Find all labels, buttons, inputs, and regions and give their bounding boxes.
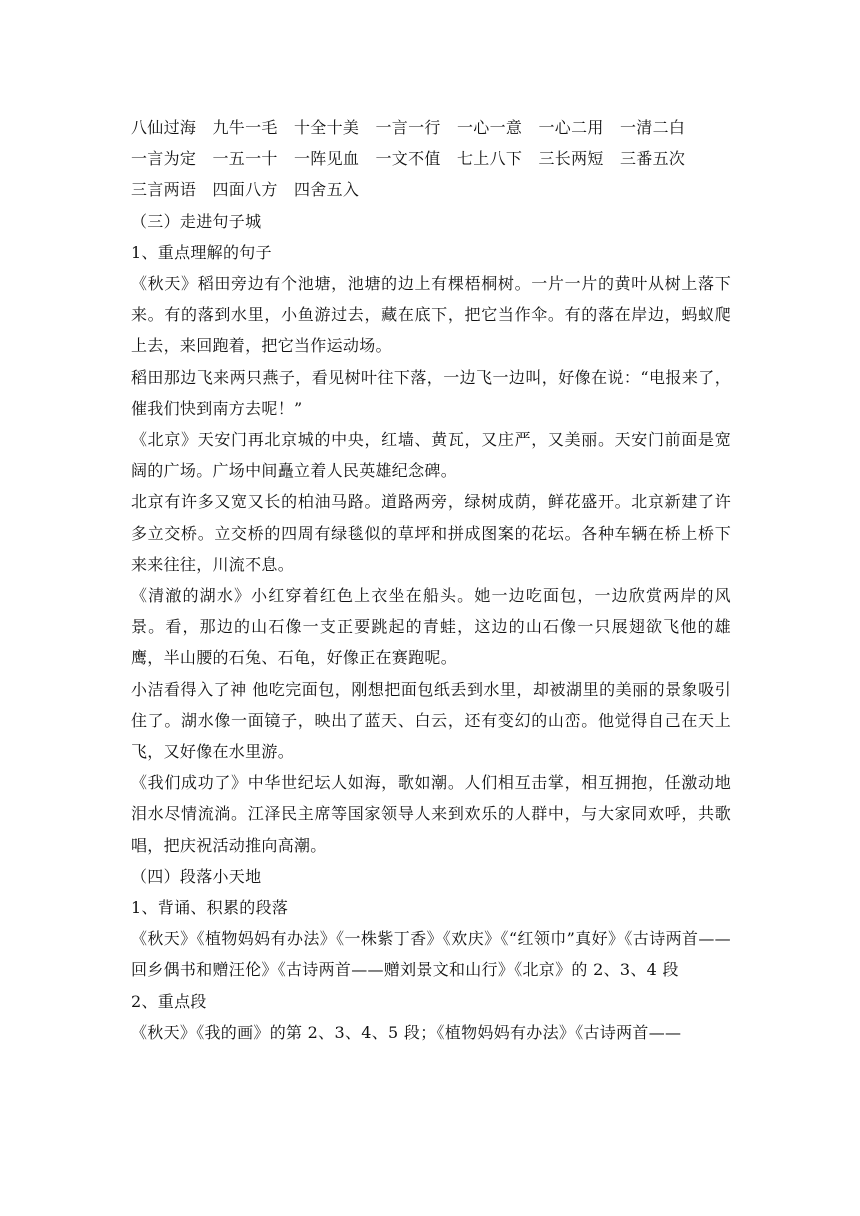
section-heading: （四）段落小天地 [131, 866, 262, 886]
document-body [131, 112, 731, 1048]
subsection-heading: 2、重点段 [131, 991, 207, 1011]
section-heading: （三）走进句子城 [131, 211, 262, 231]
sentence-paragraph: 《北京》天安门再北京城的中央，红墙、黄瓦，又庄严，又美丽。天安门前面是宽阔的广场。广场中间矗立着人民英雄纪念碑。 [131, 430, 731, 481]
idiom-line: 八仙过海 九牛一毛 十全十美 一言一行 一心一意 一心二用 一清二白 [131, 118, 686, 137]
sentence-paragraph: 《我们成功了》中华世纪坛人如海，歌如潮。人们相互击掌，相互拥抱，任激动地泪水尽情流淌。江泽民主席等国家领导人来到欢乐的人群中，与大家同欢呼，共歌唱，把庆祝活动推向高潮。 [131, 773, 731, 855]
sentence-paragraph: 北京有许多又宽又长的柏油马路。道路两旁，绿树成荫，鲜花盛开。北京新建了许多立交桥。立交桥的四周有绿毯似的草坪和拼成图案的花坛。各种车辆在桥上桥下来来往往，川流不息。 [131, 492, 731, 574]
subsection-heading: 1、重点理解的句子 [131, 242, 272, 262]
idiom-line: 三言两语 四面八方 四舍五入 [131, 180, 360, 200]
sentence-paragraph: 《秋天》稻田旁边有个池塘，池塘的边上有棵梧桐树。一片一片的黄叶从树上落下来。有的落到水里，小鱼游过去，藏在底下，把它当作伞。有的落在岸边，蚂蚁爬上去，来回跑着，把它当作运动场。 [131, 274, 731, 356]
recitation-paragraph-list: 《秋天》《植物妈妈有办法》《一株紫丁香》《欢庆》《“红领巾”真好》《古诗两首——回乡偶书和赠汪伦》《古诗两首——赠刘景文和山行》《北京》的 2、3、4 段 [131, 929, 731, 980]
sentence-paragraph: 小洁看得入了神 他吃完面包，刚想把面包纸丢到水里，却被湖里的美丽的景象吸引住了。湖水像一面镜子，映出了蓝天、白云，还有变幻的山峦。他觉得自己在天上飞，又好像在水里游。 [131, 679, 731, 762]
sentence-paragraph: 稻田那边飞来两只燕子，看见树叶往下落，一边飞一边叫，好像在说：“电报来了，催我们快到南方去呢！” [131, 367, 731, 418]
idiom-list [131, 112, 731, 206]
sentence-paragraph: 《清澈的湖水》小红穿着红色上衣坐在船头。她一边吃面包，一边欣赏两岸的风景。看，那边的山石像一支正要跳起的青蛙，这边的山石像一只展翅欲飞他的雄鹰，半山腰的石兔、石龟，好像正在赛跑呢。 [131, 586, 731, 668]
key-paragraph-list: 《秋天》《我的画》的第 2、3、4、5 段；《植物妈妈有办法》《古诗两首—— [131, 1022, 682, 1042]
idiom-line: 一言为定 一五一十 一阵见血 一文不值 七上八下 三长两短 三番五次 [131, 149, 686, 169]
subsection-heading: 1、背诵、积累的段落 [131, 898, 289, 918]
